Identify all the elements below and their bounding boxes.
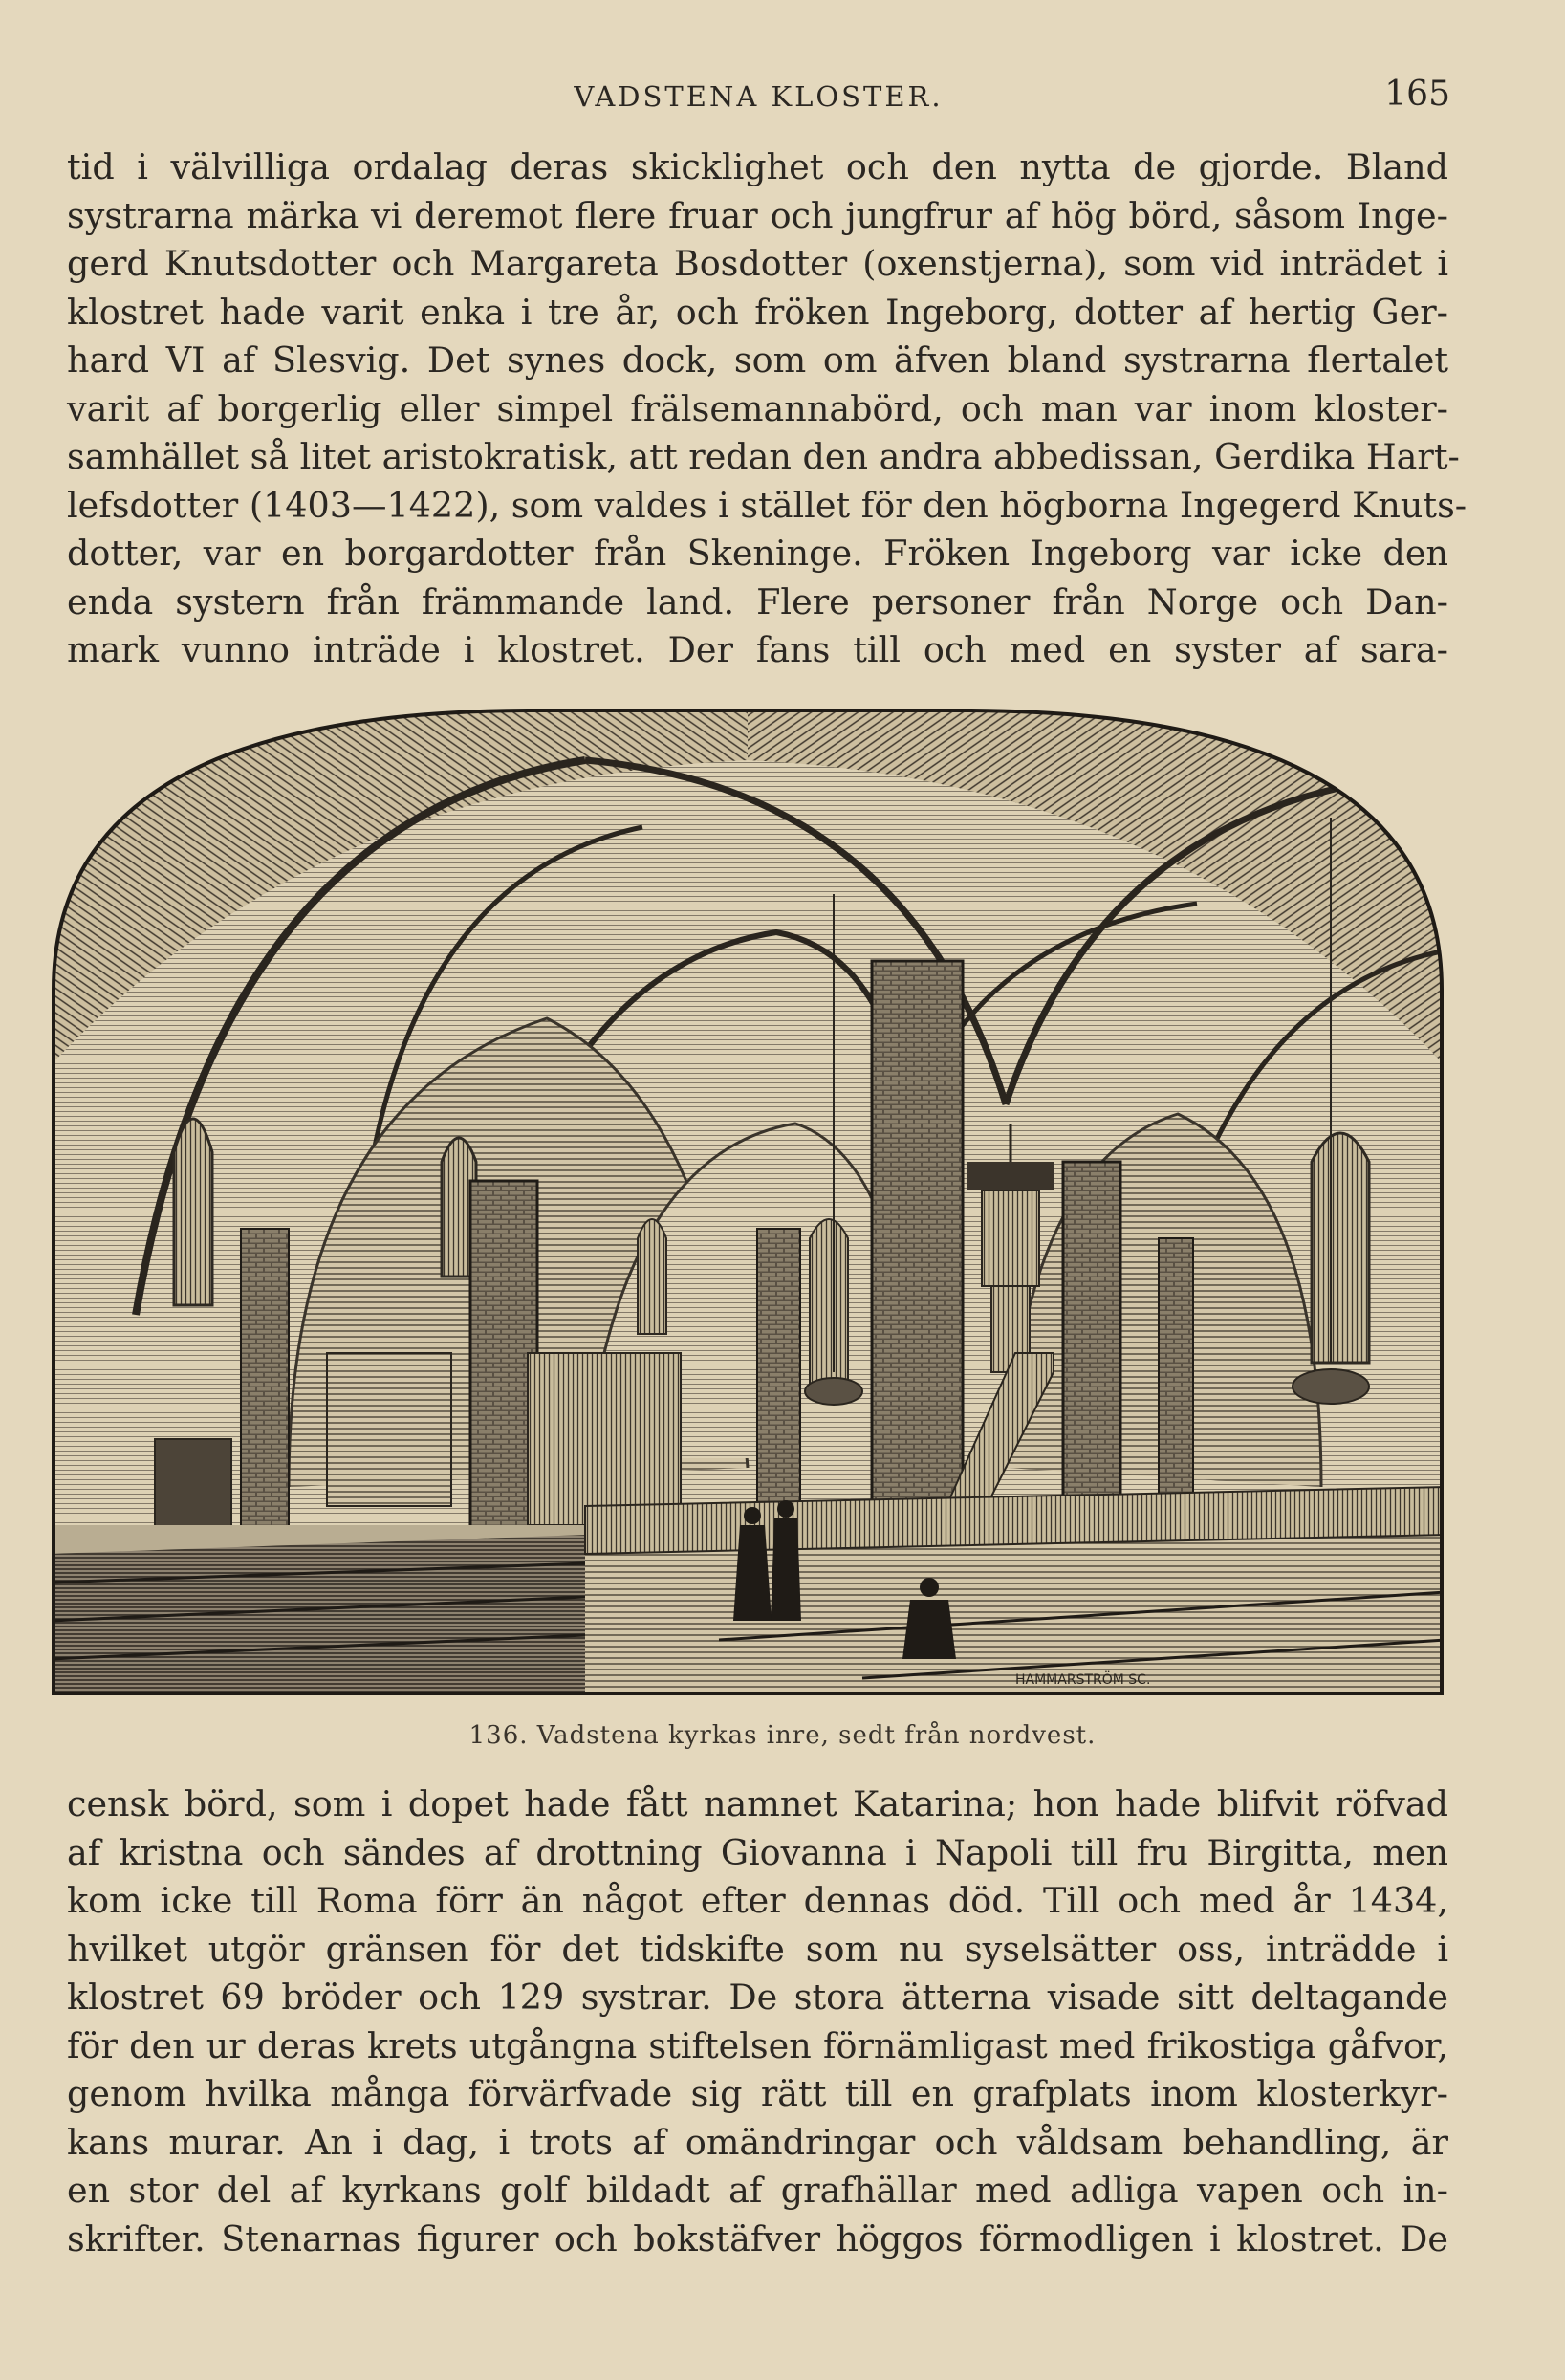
text-line: genom hvilka många förvärfvade sig rätt till en grafplats inom klosterkyr- [67, 2073, 1448, 2114]
text-line: dotter, var en borgardotter från Skeninge. Fröken Ingeborg var icke den [67, 533, 1448, 574]
text-line: lefsdotter (1403—1422), som valdes i stället för den högborna Ingegerd Knuts- [67, 484, 1467, 526]
text-line: en stor del af kyrkans golf bildadt af grafhällar med adliga vapen och in- [67, 2170, 1448, 2211]
text-line: klostret 69 bröder och 129 systrar. De stora ätterna visade sitt deltagande [67, 1976, 1448, 2018]
pews-left [50, 1535, 585, 1697]
figure-caption: 136. Vadstena kyrkas inre, sedt från nordvest. [468, 1721, 1097, 1750]
running-title: VADSTENA KLOSTER. [574, 80, 944, 113]
pews-right [585, 1487, 1445, 1697]
engraver-signature: HAMMARSTRÖM SC. [1015, 1672, 1151, 1688]
text-line: enda systern från främmande land. Flere personer från Norge och Dan- [67, 580, 1448, 622]
text-line: hard VI af Slesvig. Det synes dock, som om äfven bland systrarna flertalet [67, 339, 1448, 381]
text-line: kom icke till Roma förr än något efter dennas död. Till och med år 1434, [67, 1880, 1448, 1921]
text-line: mark vunno inträde i klostret. Der fans till och med en syster af sara- [67, 629, 1448, 670]
pillar [241, 1229, 289, 1544]
text-line: gerd Knutsdotter och Margareta Bosdotter (oxenstjerna), som vid inträdet i [67, 243, 1448, 284]
church-interior-engraving [50, 703, 1445, 1697]
text-line: klostret hade varit enka i tre år, och fröken Ingeborg, dotter af hertig Ger- [67, 291, 1448, 333]
page-number: 165 [1384, 75, 1450, 114]
text-line: tid i välvilliga ordalag deras skicklighet och den nytta de gjorde. Bland [67, 146, 1448, 187]
text-line: kans murar. An i dag, i trots af omändringar och våldsam behandling, är [67, 2121, 1448, 2163]
text-line: systrarna märka vi deremot flere fruar och jungfrur af hög börd, såsom Inge- [67, 194, 1448, 236]
running-head [67, 75, 1450, 122]
text-line: hvilket utgör gränsen för det tidskifte som nu syselsätter oss, inträdde i [67, 1928, 1448, 1970]
text-line: samhället så litet aristokratisk, att redan den andra abbedissan, Gerdika Hart- [67, 436, 1460, 477]
text-line: för den ur deras krets utgångna stiftelsen förnämligast med frikostiga gåfvor, [67, 2024, 1448, 2066]
paragraph-top [67, 143, 1467, 675]
pillar [872, 961, 963, 1583]
text-line: skrifter. Stenarnas figurer och bokstäfver höggos förmodligen i klostret. De [67, 2217, 1448, 2260]
text-line: af kristna och sändes af drottning Giovanna i Napoli till fru Birgitta, men [67, 1831, 1448, 1873]
paragraph-bottom [67, 1780, 1448, 2263]
text-line: varit af borgerlig eller simpel frälsemannabörd, och man var inom kloster- [67, 387, 1448, 429]
text-line: censk börd, som i dopet hade fått namnet Katarina; hon hade blifvit röfvad [67, 1783, 1448, 1824]
pillar [757, 1229, 800, 1535]
